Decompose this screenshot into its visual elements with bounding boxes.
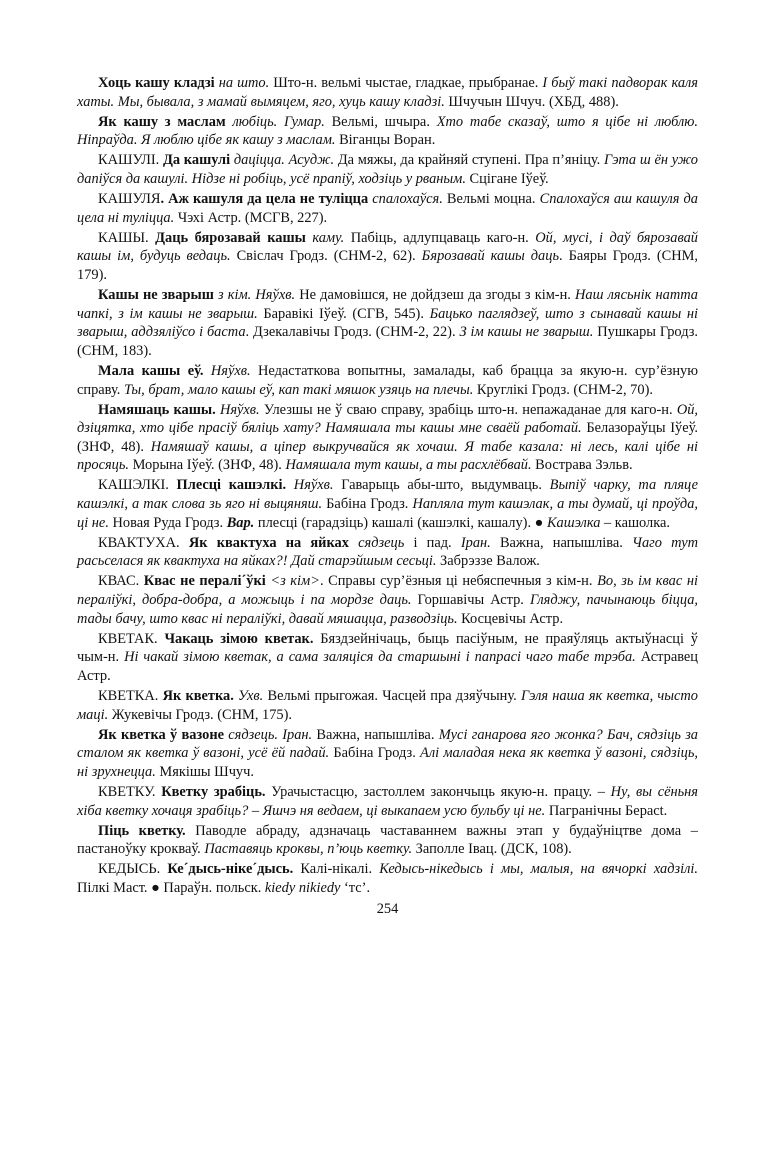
entry-text: – кашолка.	[600, 514, 670, 531]
entry-example: Няўхв.	[219, 401, 260, 418]
entry-text: . Баяры Гродз. (СНМ, 179).	[77, 248, 698, 283]
entry-text: Косцевічы Астр.	[457, 610, 564, 627]
dictionary-entries	[77, 74, 698, 898]
entry-text: . Дзекалавічы Гродз. (СНМ-2, 22).	[245, 324, 460, 341]
entry-headword: Мала кашы еў.	[98, 362, 204, 379]
entry-text: Калі-нікалі.	[293, 861, 380, 878]
entry-text: Урачыстасцю, застоллем закончыць якую-н. працу. –	[265, 783, 611, 800]
entry-text: КВАКТУХА.	[98, 534, 189, 551]
dictionary-entry	[77, 726, 698, 782]
entry-example: Кедысь-нікедысь і мы, малыя, на вячоркі хадзілі.	[379, 861, 698, 878]
entry-text: КАШЭЛКІ.	[98, 477, 177, 494]
entry-text: КАШЫ.	[98, 229, 156, 246]
entry-text: плесці (гарадзіць) кашалі (кашэлкі, кашалу). ●	[254, 514, 547, 531]
entry-example: Наш лясьнік натта чапкі, з ім кашы не зварыш.	[77, 287, 698, 322]
entry-text: Морына Іўеў. (ЗНФ, 48).	[129, 457, 286, 474]
entry-headword: Да кашулі	[162, 152, 231, 169]
entry-example: на што.	[218, 75, 270, 91]
entry-text: Важна, напышліва.	[490, 534, 633, 551]
entry-headword: . Аж кашуля да цела не туліцца	[160, 191, 369, 208]
entry-text: Паводле абраду, адзначаць частаваннем важны этап у будаўніцтве дома – пастаноўку крокваў.	[77, 822, 698, 858]
entry-text: Круглікі Гродз. (СНМ-2, 70).	[473, 381, 653, 398]
entry-text: Вельмі моцна.	[442, 191, 540, 208]
dictionary-entry	[77, 534, 698, 571]
entry-text: Астравец Астр.	[77, 649, 699, 684]
entry-headword: Хоць кашу кладзі	[98, 75, 215, 91]
dictionary-entry	[77, 822, 698, 859]
entry-text: Бяздзейнічаць, быць пасіўным, не праяўляць актыўнасці ў чым-н.	[77, 630, 698, 666]
entry-text: Пушкары Гродз. (СНМ, 183).	[77, 324, 698, 359]
entry-text: Баравікі Іўеў. (СГВ, 545).	[257, 305, 430, 322]
entry-text	[349, 535, 358, 551]
entry-example: Спалохаўся аш кашуля да цела ні туліцца.	[77, 191, 698, 226]
entry-example: <з кім>	[270, 573, 320, 590]
entry-example: Ні чакай зімою кветак, а сама заляціся да старшыні і папрасі чаго табе трэба.	[124, 649, 636, 666]
dictionary-entry	[77, 74, 698, 111]
entry-example: Гэта ш ён ужо дапіўся да кашулі. Нідзе ні робіць, усё прапіў, ходзіць у рваным.	[77, 152, 698, 187]
entry-example: kiedy nikiedy	[264, 879, 341, 896]
entry-example: сядзець. Іран.	[228, 726, 313, 743]
entry-text: Жукевічы Гродз. (СНМ, 175).	[108, 706, 292, 723]
dictionary-entry	[77, 362, 698, 399]
page-number: 254	[376, 900, 399, 917]
entry-example: З ім кашы не зварыш.	[459, 324, 594, 341]
entry-text: Што-н. вельмі чыстае, гладкае, прыбранае.	[269, 75, 543, 91]
entry-example: Намяшала тут кашы, а ты расхлёбвай.	[285, 457, 532, 474]
entry-example: Іран.	[460, 534, 491, 551]
entry-headword: Як кветка.	[162, 688, 234, 704]
entry-example: Во, зь ім квас ні пераліўкі, добра-добра, а можыць і па мордзе даць.	[77, 573, 698, 609]
entry-headword: Намяшаць кашы.	[98, 401, 216, 418]
entry-example: Хто табе сказаў, што я цібе ні люблю. Ніпраўда. Я люблю цібе як кашу з маслам.	[77, 113, 698, 149]
dictionary-entry	[77, 572, 698, 628]
entry-headword: Як кветка ў вазоне	[98, 726, 224, 743]
entry-example: любіць. Гумар.	[232, 113, 325, 130]
entry-text: Бабіна Гродз.	[322, 496, 413, 513]
entry-example: з кім. Няўхв.	[218, 287, 296, 304]
entry-example: Ой, мусі, і даў бярозавай кашы ім, будуць ведаць.	[77, 229, 698, 265]
entry-example: Мусі ганарова яго жонка? Бач, сядзіць за сталом як кветка ў вазоні, усё ёй падай.	[77, 726, 699, 762]
entry-text: КАШУЛІ.	[98, 152, 163, 169]
entry-headword: Чакаць зімою кветак.	[164, 630, 314, 647]
entry-text: Недастаткова вопытны, замалады, каб брацца за якую-н. сур’ёзную справу.	[77, 362, 698, 398]
entry-text: Свіслач Гродз. (СНМ-2, 62).	[230, 248, 422, 265]
dictionary-entry	[77, 286, 698, 360]
entry-text: Вострава Зэльв.	[531, 457, 633, 474]
dictionary-entry	[77, 687, 698, 724]
entry-example: Бярозавай кашы даць	[421, 248, 559, 265]
dictionary-entry	[77, 190, 698, 227]
entry-text: КВЕТКУ.	[98, 783, 162, 800]
entry-text: Забрэззе Валож.	[436, 553, 540, 570]
dictionary-entry	[77, 229, 698, 285]
entry-text: Заполле Івац. (ДСК, 108).	[412, 841, 572, 858]
entry-text: Да мяжы, да крайняй ступені. Пра п’яніцу.	[334, 152, 605, 169]
entry-text: Пабіць, адлупцаваць каго-н.	[344, 229, 536, 246]
entry-example: Выпіў чарку, та пляце кашэлкі, а так слова зь яго ні выцяняш.	[77, 477, 698, 513]
entry-headword: Даць бярозавай кашы	[155, 229, 306, 246]
entry-text: Горшавічы Астр.	[411, 592, 530, 609]
entry-example: Кашэлка	[546, 514, 601, 531]
entry-headword: Плесці кашэлкі.	[176, 477, 287, 494]
entry-text: Мякішы Шчуч.	[155, 763, 254, 780]
dictionary-entry	[77, 401, 698, 475]
entry-text: і пад.	[404, 534, 461, 551]
entry-example: Ухв.	[238, 688, 264, 704]
entry-text: Вельмі, шчыра.	[324, 113, 437, 130]
entry-text: . Справы сур’ёзныя ці небяспечныя з кім-н.	[319, 573, 598, 590]
entry-text	[203, 363, 210, 379]
entry-example: сядзець	[358, 534, 405, 551]
entry-text: Гаварыць абы-што, выдумваць.	[333, 477, 550, 494]
dictionary-entry	[77, 630, 698, 686]
dictionary-entry	[77, 783, 698, 820]
entry-example: Напляла тут кашэлак, а ты думай, ці проўда, ці не.	[77, 496, 698, 531]
entry-text: Віганцы Воран.	[335, 132, 436, 149]
entry-text: Новая Руда Гродз.	[108, 514, 227, 531]
entry-text: КВЕТАК.	[98, 630, 165, 647]
entry-text: Бабіна Гродз.	[329, 745, 421, 762]
entry-text: ‘тс’.	[340, 879, 371, 896]
entry-example: Няўхв.	[293, 477, 334, 494]
entry-example: Ну, вы сёньня хіба кветку хочаця зрабіць? – Яшчэ ня ведаем, ці выкапаем усю бульбу ці не.	[77, 783, 698, 819]
entry-headword: Вар.	[226, 514, 255, 531]
entry-headword: Кашы не зварыш	[98, 287, 214, 304]
entry-example: I быў такі падворак каля хаты. Мы, бывала, з мамай вымяцем, яго, хуць кашу кладзі.	[77, 75, 698, 110]
entry-text: Чэхі Астр. (МСГВ, 227).	[174, 209, 328, 226]
entry-example: Алі маладая нека як кветка ў вазоні, сядзіць, ні зрухнецца.	[77, 745, 698, 780]
entry-example: Няўхв.	[210, 362, 251, 379]
entry-text: КЕДЫСЬ.	[98, 861, 168, 878]
entry-headword: Ке´дысь-ніке´дысь.	[167, 861, 294, 878]
dictionary-entry	[77, 113, 698, 150]
entry-example: Гэля наша як кветка, чысто маці.	[77, 688, 698, 723]
entry-example: даціцца. Асудж.	[233, 152, 335, 169]
entry-example: Гляджу, пачынаюць біцца, тады бачу, што квас ні пераліўкі, давай мяшацца, разводзіць.	[77, 592, 699, 627]
entry-headword: Як кашу з маслам	[98, 113, 226, 130]
entry-headword: Піць кветку.	[98, 822, 186, 839]
entry-text: Улезшы не ў сваю справу, зрабіць што-н. непажаданае для каго-н.	[259, 401, 677, 418]
entry-example: Бацько паглядзеў, што з сынавай кашы ні зварыш, аддзяліўсо і баста	[77, 305, 698, 341]
entry-headword: Як квактуха на яйках	[188, 534, 349, 551]
entry-text: КВАС.	[98, 573, 144, 590]
entry-example: Паставяць кроквы, п’юць кветку.	[204, 841, 413, 858]
entry-example: спалохаўся.	[372, 191, 443, 208]
entry-text: Пілкі Маст. ● Параўн. польск.	[77, 879, 265, 896]
entry-text: Важна, напышліва.	[312, 726, 439, 743]
entry-text: Шчучын Шчуч. (ХБД, 488).	[444, 93, 619, 110]
dictionary-entry	[77, 476, 698, 532]
entry-example: Ой, дзіцятка, хто цібе прасіў бяліць хату? Намяшала ты кашы мне сваёй работай.	[77, 401, 698, 437]
dictionary-entry	[77, 151, 698, 188]
entry-text: Не дамовішся, не дойдзеш да згоды з кім-н.	[295, 287, 576, 304]
entry-example: Чаго тут расьселася як квактуха на яйках?! Дай старэйшым сесьці.	[77, 534, 698, 570]
entry-text	[286, 477, 294, 493]
entry-example: каму.	[312, 229, 345, 246]
entry-headword: Кветку зрабіць.	[161, 783, 266, 800]
entry-text: КВЕТКА.	[98, 688, 163, 704]
entry-headword: Квас не пералі´ўкі	[143, 573, 266, 590]
entry-text: Белазораўцы Іўеў. (ЗНФ, 48).	[77, 420, 698, 455]
entry-text: Сцігане Іўеў.	[465, 170, 549, 187]
dictionary-entry	[77, 860, 698, 897]
entry-text: КАШУЛЯ	[98, 191, 161, 208]
entry-example: Ты, брат, мало кашы еў, кап такі мяшок узяць на плечы.	[123, 381, 474, 398]
entry-text: Пагранічны Берасt.	[545, 802, 668, 819]
entry-text: Вельмі прыгожая. Часцей пра дзяўчыну.	[263, 688, 521, 704]
entry-example: Намяшаў кашы, а ціпер выкручвайся як хочаш. Я табе казала: ні лесь, калі цібе ні просяць.	[77, 438, 698, 474]
